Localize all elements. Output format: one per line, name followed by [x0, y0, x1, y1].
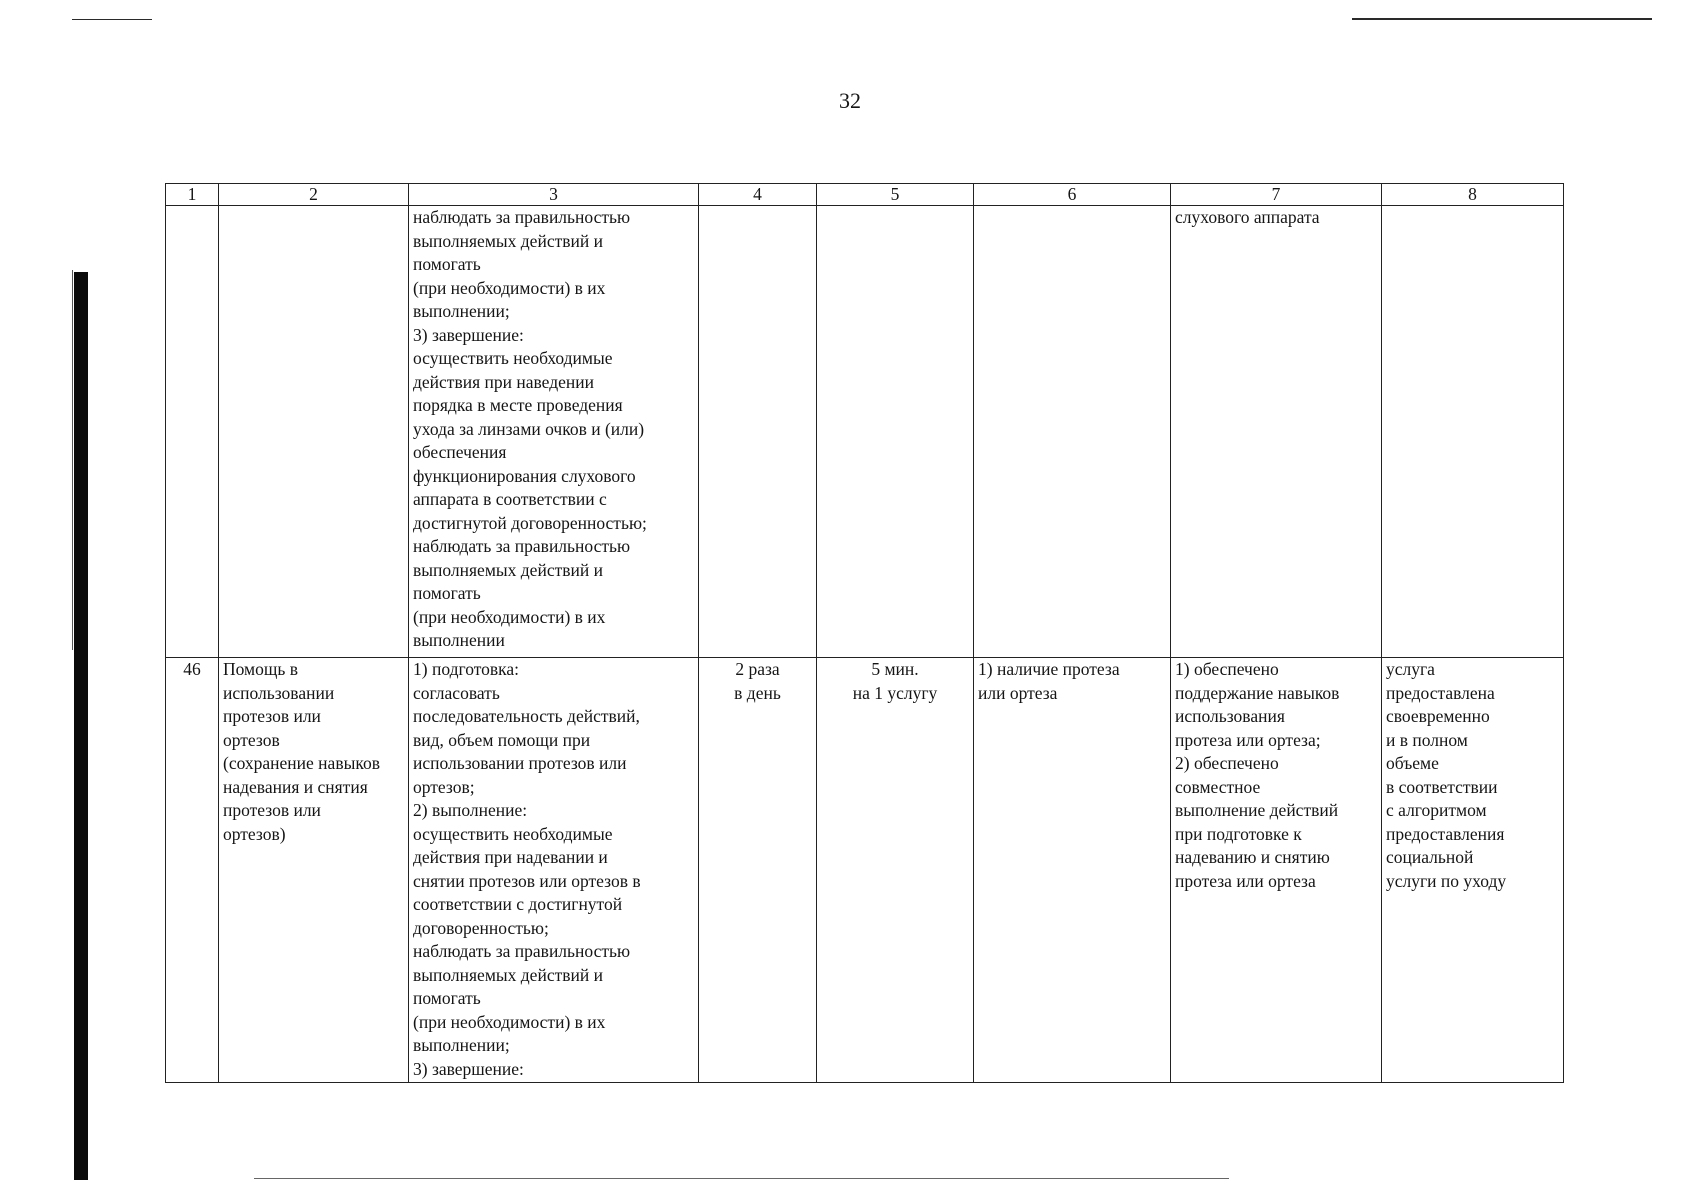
- column-header: 1: [166, 184, 219, 206]
- scan-artifact-line: [72, 19, 152, 20]
- column-header: 7: [1171, 184, 1382, 206]
- services-table: [165, 183, 1564, 1083]
- actions-cell: наблюдать за правильностью выполняемых действий и помогать (при необходимости) в их выполнении; 3) завершение: осуществить необходимые действия при наведении порядка в месте проведения ухода за линзами очков и (или) обеспечения функционирования слухового аппарата в соответствии с достигнутой договоренностью; наблюдать за правильностью выполняемых действий и помогать (при необходимости) в их выполнении: [409, 206, 699, 658]
- evaluation-cell: [1382, 206, 1564, 658]
- column-header: 8: [1382, 184, 1564, 206]
- duration-cell: [817, 206, 974, 658]
- frequency-cell: [699, 206, 817, 658]
- frequency-cell: 2 раза в день: [699, 658, 817, 1083]
- evaluation-cell: услуга предоставлена своевременно и в полном объеме в соответствии с алгоритмом предоставления социальной услуги по уходу: [1382, 658, 1564, 1083]
- results-cell: 1) обеспечено поддержание навыков использования протеза или ортеза; 2) обеспечено совместное выполнение действий при подготовке к надеванию и снятию протеза или ортеза: [1171, 658, 1382, 1083]
- column-header: 3: [409, 184, 699, 206]
- duration-cell: 5 мин. на 1 услугу: [817, 658, 974, 1083]
- scan-artifact-line: [1352, 18, 1652, 20]
- service-name-cell: [219, 206, 409, 658]
- scan-artifact-line: [254, 1178, 1229, 1179]
- scan-artifact-line: [72, 270, 73, 650]
- service-name-cell: Помощь в использовании протезов или ортезов (сохранение навыков надевания и снятия протезов или ортезов): [219, 658, 409, 1083]
- conditions-cell: 1) наличие протеза или ортеза: [974, 658, 1171, 1083]
- table-row: [166, 206, 1564, 658]
- row-number-cell: [166, 206, 219, 658]
- column-header: 6: [974, 184, 1171, 206]
- column-header: 4: [699, 184, 817, 206]
- row-number-cell: 46: [166, 658, 219, 1083]
- table-row: [166, 658, 1564, 1083]
- scan-edge-shadow: [74, 272, 88, 1180]
- column-header: 2: [219, 184, 409, 206]
- header-row: [166, 184, 1564, 206]
- conditions-cell: [974, 206, 1171, 658]
- results-cell: слухового аппарата: [1171, 206, 1382, 658]
- page-number: 32: [839, 88, 861, 113]
- actions-cell: 1) подготовка: согласовать последовательность действий, вид, объем помощи при использовании протезов или ортезов; 2) выполнение: осуществить необходимые действия при надевании и снятии протезов или ортезов в соответствии с достигнутой договоренностью; наблюдать за правильностью выполняемых действий и помогать (при необходимости) в их выполнении; 3) завершение:: [409, 658, 699, 1083]
- column-header: 5: [817, 184, 974, 206]
